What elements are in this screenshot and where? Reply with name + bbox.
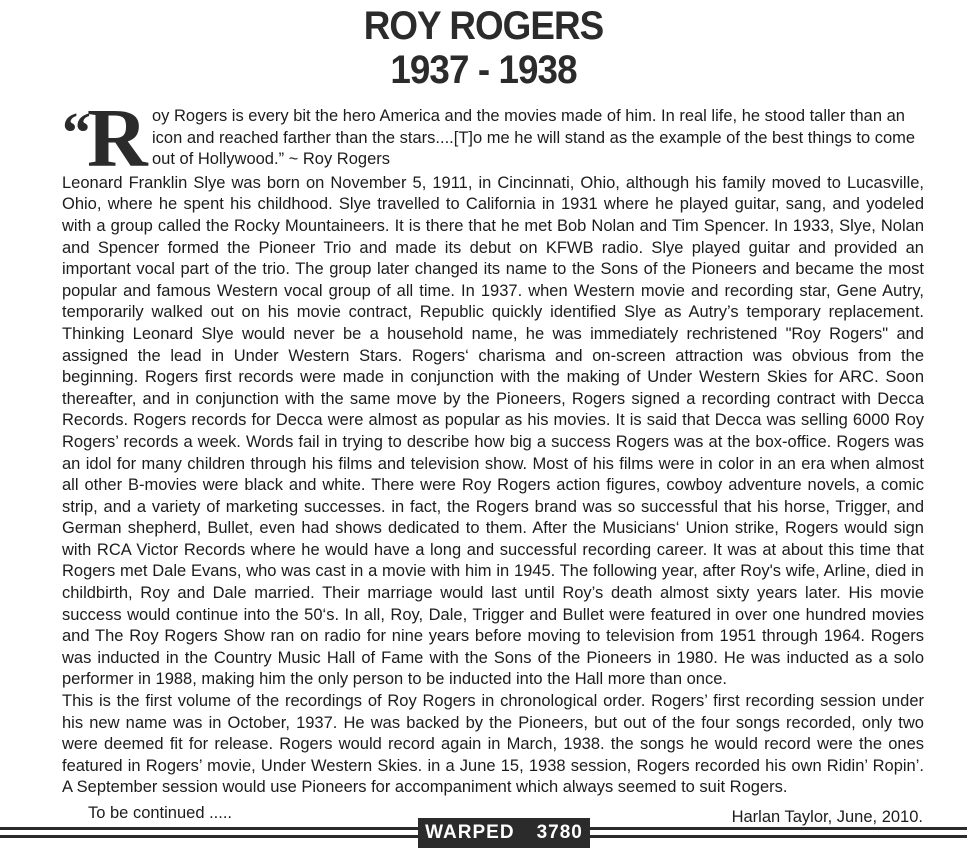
drop-cap bbox=[62, 92, 148, 185]
page-title bbox=[0, 4, 967, 92]
to-be-continued: To be continued ..... bbox=[88, 804, 233, 822]
footer-rule-right-top bbox=[590, 827, 967, 830]
drop-cap-letter: R bbox=[87, 92, 148, 185]
quote-text: oy Rogers is every bit the hero America and the movies made of him. In real life, he stood taller than an icon and reached farther than the stars....[T]o me he will stand as the example of the best things to come out of Hollywood.” ~ Roy Rogers bbox=[152, 107, 916, 169]
title-name: ROY ROGERS bbox=[363, 4, 604, 48]
title-years: 1937 - 1938 bbox=[390, 48, 577, 92]
footer-rule-left-top bbox=[0, 827, 418, 830]
label-badge bbox=[418, 818, 590, 848]
author-credit: Harlan Taylor, June, 2010. bbox=[731, 808, 923, 826]
footer-rule-left-bottom bbox=[0, 835, 418, 838]
catalog-number: 3780 bbox=[536, 822, 583, 843]
label-name: WARPED bbox=[425, 822, 515, 843]
volume-note-paragraph: This is the first volume of the recordings of Roy Rogers in chronological order. Rogers’ first recording session under his new name was in October, 1937. He was backed by the Pioneers, but out of the four songs recorded, only two were deemed fit for release. Rogers would record again in March, 1938. the songs he would record were the ones featured in Rogers’ movie, Under Western Skies. in a June 15, 1938 session, Rogers recorded his own Ridin’ Ropin’. A September session would use Pioneers for accompaniment which always seemed to suit Rogers. bbox=[62, 692, 924, 797]
drop-cap-quote-mark: “ bbox=[62, 100, 87, 165]
article-body bbox=[62, 92, 924, 799]
opening-quote bbox=[62, 92, 924, 185]
biography-paragraph: Leonard Franklin Slye was born on November 5, 1911, in Cincinnati, Ohio, although his family moved to Lucasville, Ohio, where he spent his childhood. Slye travelled to California in 1931 where he played guitar, sang, and yodeled with a group called the Rocky Mountaineers. It is there that he met Bob Nolan and Tim Spencer. In 1933, Slye, Nolan and Spencer formed the Pioneer Trio and made its debut on KFWB radio. Slye played guitar and provided an important vocal part of the trio. The group later changed its name to the Sons of the Pioneers and became the most popular and famous Western vocal group of all time. In 1937. when Western movie and recording star, Gene Autry, temporarily walked out on his movie contract, Republic quickly identified Slye as Autry’s temporary replacement. Thinking Leonard Slye would never be a household name, he was immediately rechristened "Roy Rogers" and assigned the lead in Under Western Stars. Rogers‘ charisma and on-screen attraction was obvious from the beginning. Rogers first records were made in conjunction with the making of Under Western Skies for ARC. Soon thereafter, and in conjunction with the same move by the Pioneers, Rogers signed a recording contract with Decca Records. Rogers records for Decca were almost as popular as his movies. It is said that Decca was selling 6000 Roy Rogers’ records a week. Words fail in trying to describe how big a success Rogers was at the box-office. Rogers was an idol for many children through his films and television show. Most of his films were in color in an era when almost all other B-movies were black and white. There were Roy Rogers action figures, cowboy adventure novels, a comic strip, and a variety of marketing successes. in fact, the Rogers brand was so successful that his horse, Trigger, and German shepherd, Bullet, even had shows dedicated to them. After the Musicians‘ Union strike, Rogers would sign with RCA Victor Records where he would have a long and successful recording career. It was at about this time that Rogers met Dale Evans, who was cast in a movie with him in 1945. The following year, after Roy's wife, Arline, died in childbirth, Roy and Dale married. Their marriage would last until Roy’s death almost sixty years later. His movie success would continue into the 50‘s. In all, Roy, Dale, Trigger and Bullet were featured in over one hundred movies and The Roy Rogers Show ran on radio for nine years before moving to television from 1951 through 1964. Rogers was inducted in the Country Music Hall of Fame with the Sons of the Pioneers in 1980. He was inducted as a solo performer in 1988, making him the only person to be inducted into the Hall more than once. bbox=[62, 173, 924, 689]
footer-rule-right-bottom bbox=[590, 835, 967, 838]
